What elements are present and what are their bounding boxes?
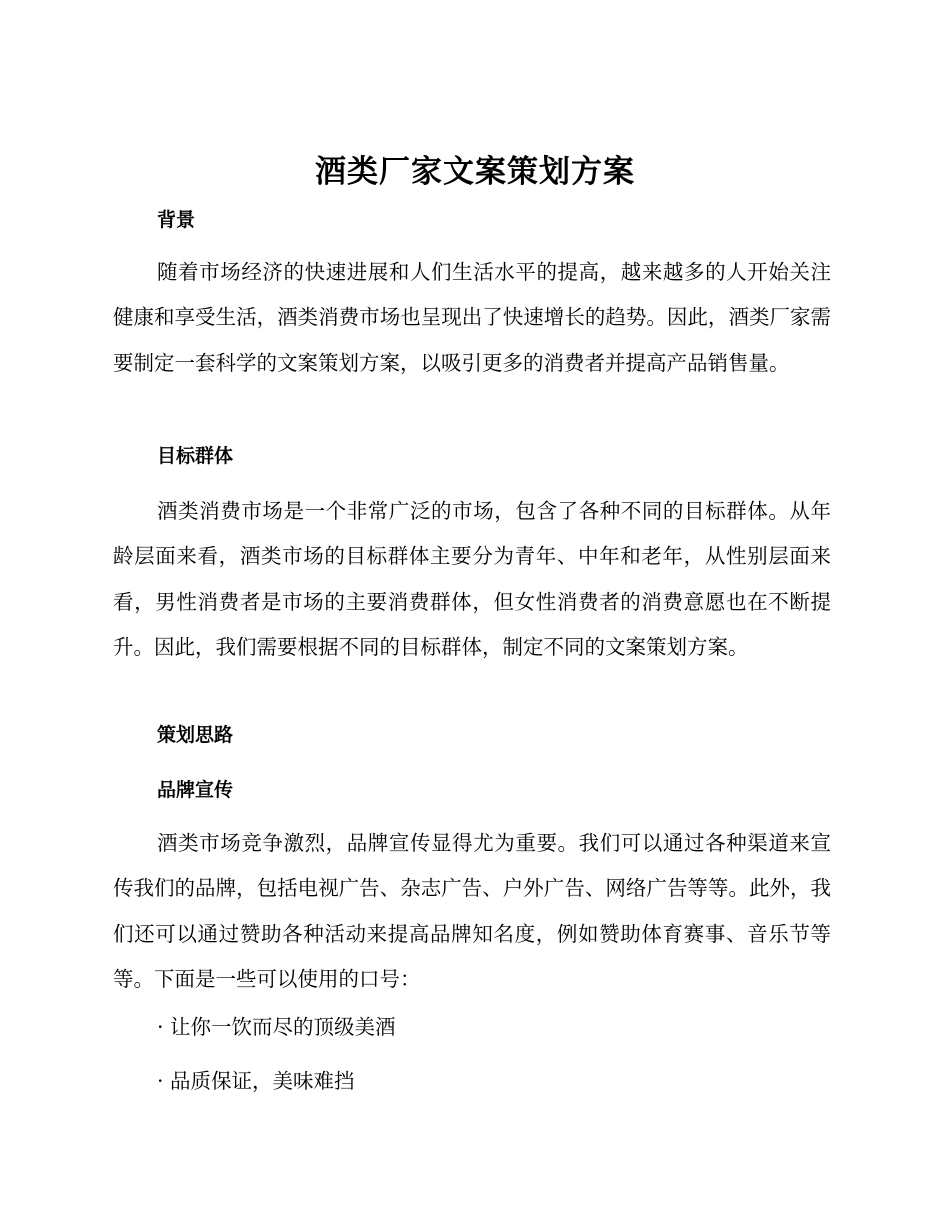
section-heading-brand-promotion: 品牌宣传 [157, 779, 234, 801]
section-heading-background: 背景 [157, 209, 196, 231]
slogan-list-item: · 品质保证，美味难挡 [157, 1069, 355, 1093]
section-heading-target-group: 目标群体 [157, 445, 234, 467]
slogan-list-item: · 让你一饮而尽的顶级美酒 [157, 1015, 396, 1039]
paragraph-background: 随着市场经济的快速进展和人们生活水平的提高，越来越多的人开始关注健康和享受生活，酒类消费市场也呈现出了快速增长的趋势。因此，酒类厂家需要制定一套科学的文案策划方案，以吸引更多的消费者并提高产品销售量。 [113, 260, 831, 375]
paragraph-brand-promotion: 酒类市场竞争激烈，品牌宣传显得尤为重要。我们可以通过各种渠道来宣传我们的品牌，包括电视广告、杂志广告、户外广告、网络广告等等。此外，我们还可以通过赞助各种活动来提高品牌知名度，例如赞助体育赛事、音乐节等等。下面是一些可以使用的口号： [113, 831, 831, 992]
section-heading-strategy: 策划思路 [157, 724, 234, 746]
paragraph-target-group: 酒类消费市场是一个非常广泛的市场，包含了各种不同的目标群体。从年龄层面来看，酒类市场的目标群体主要分为青年、中年和老年，从性别层面来看，男性消费者是市场的主要消费群体，但女性消费者的消费意愿也在不断提升。因此，我们需要根据不同的目标群体，制定不同的文案策划方案。 [113, 499, 831, 660]
document-title: 酒类厂家文案策划方案 [315, 154, 635, 190]
